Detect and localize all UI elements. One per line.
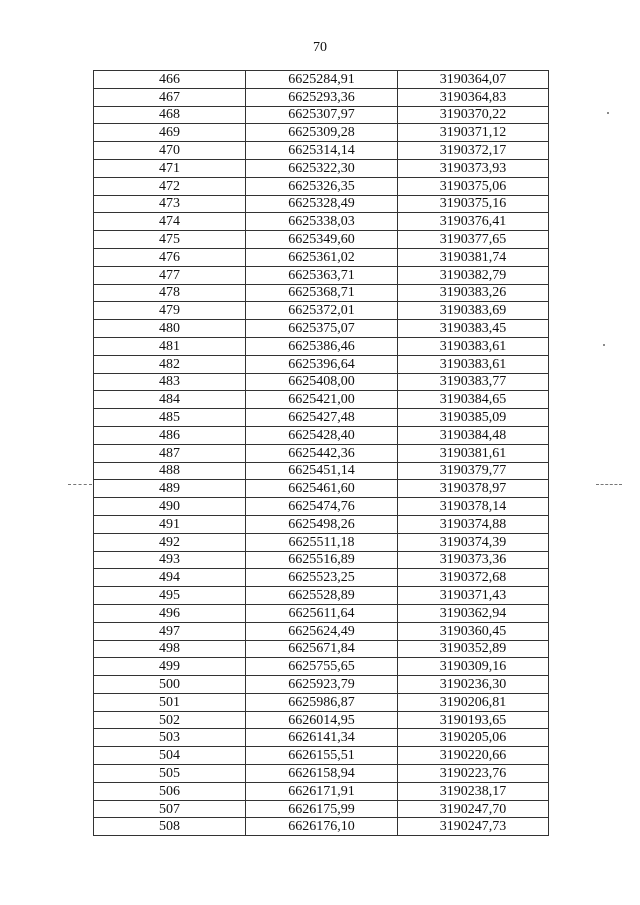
x-coordinate-cell: 6626141,34 — [246, 729, 398, 747]
point-number-cell: 495 — [94, 587, 246, 605]
x-coordinate-cell: 6625307,97 — [246, 106, 398, 124]
table-row — [94, 765, 549, 783]
x-coordinate-cell: 6626175,99 — [246, 800, 398, 818]
point-number-cell: 496 — [94, 604, 246, 622]
point-number-cell: 477 — [94, 266, 246, 284]
table-row — [94, 729, 549, 747]
x-coordinate-cell: 6625349,60 — [246, 231, 398, 249]
table-row — [94, 159, 549, 177]
x-coordinate-cell: 6625451,14 — [246, 462, 398, 480]
y-coordinate-cell: 3190193,65 — [398, 711, 549, 729]
table-row — [94, 142, 549, 160]
y-coordinate-cell: 3190364,07 — [398, 71, 549, 89]
table-row — [94, 676, 549, 694]
point-number-cell: 488 — [94, 462, 246, 480]
x-coordinate-cell: 6625408,00 — [246, 373, 398, 391]
y-coordinate-cell: 3190378,14 — [398, 498, 549, 516]
point-number-cell: 480 — [94, 320, 246, 338]
y-coordinate-cell: 3190364,83 — [398, 88, 549, 106]
point-number-cell: 479 — [94, 302, 246, 320]
point-number-cell: 489 — [94, 480, 246, 498]
coordinates-table — [93, 70, 549, 836]
y-coordinate-cell: 3190385,09 — [398, 409, 549, 427]
table-row — [94, 248, 549, 266]
point-number-cell: 484 — [94, 391, 246, 409]
y-coordinate-cell: 3190372,17 — [398, 142, 549, 160]
y-coordinate-cell: 3190375,16 — [398, 195, 549, 213]
point-number-cell: 473 — [94, 195, 246, 213]
y-coordinate-cell: 3190383,61 — [398, 355, 549, 373]
x-coordinate-cell: 6626171,91 — [246, 782, 398, 800]
table-row — [94, 658, 549, 676]
point-number-cell: 469 — [94, 124, 246, 142]
table-row — [94, 409, 549, 427]
point-number-cell: 504 — [94, 747, 246, 765]
y-coordinate-cell: 3190384,65 — [398, 391, 549, 409]
x-coordinate-cell: 6625755,65 — [246, 658, 398, 676]
table-row — [94, 391, 549, 409]
point-number-cell: 481 — [94, 337, 246, 355]
x-coordinate-cell: 6625421,00 — [246, 391, 398, 409]
point-number-cell: 482 — [94, 355, 246, 373]
point-number-cell: 505 — [94, 765, 246, 783]
y-coordinate-cell: 3190360,45 — [398, 622, 549, 640]
point-number-cell: 467 — [94, 88, 246, 106]
point-number-cell: 497 — [94, 622, 246, 640]
point-number-cell: 491 — [94, 515, 246, 533]
x-coordinate-cell: 6625923,79 — [246, 676, 398, 694]
y-coordinate-cell: 3190372,68 — [398, 569, 549, 587]
point-number-cell: 506 — [94, 782, 246, 800]
point-number-cell: 487 — [94, 444, 246, 462]
scan-speck — [607, 112, 609, 114]
table-row — [94, 337, 549, 355]
point-number-cell: 486 — [94, 426, 246, 444]
y-coordinate-cell: 3190381,74 — [398, 248, 549, 266]
x-coordinate-cell: 6625338,03 — [246, 213, 398, 231]
y-coordinate-cell: 3190382,79 — [398, 266, 549, 284]
y-coordinate-cell: 3190375,06 — [398, 177, 549, 195]
table-row — [94, 604, 549, 622]
point-number-cell: 493 — [94, 551, 246, 569]
x-coordinate-cell: 6625427,48 — [246, 409, 398, 427]
x-coordinate-cell: 6625396,64 — [246, 355, 398, 373]
table-row — [94, 88, 549, 106]
page-number: 70 — [313, 40, 327, 55]
table-row — [94, 800, 549, 818]
table-row — [94, 106, 549, 124]
point-number-cell: 500 — [94, 676, 246, 694]
point-number-cell: 507 — [94, 800, 246, 818]
table-row — [94, 622, 549, 640]
table-row — [94, 551, 549, 569]
x-coordinate-cell: 6625322,30 — [246, 159, 398, 177]
x-coordinate-cell: 6625284,91 — [246, 71, 398, 89]
y-coordinate-cell: 3190370,22 — [398, 106, 549, 124]
x-coordinate-cell: 6626158,94 — [246, 765, 398, 783]
scan-fold-mark-left — [68, 484, 92, 485]
x-coordinate-cell: 6625314,14 — [246, 142, 398, 160]
y-coordinate-cell: 3190383,77 — [398, 373, 549, 391]
x-coordinate-cell: 6625474,76 — [246, 498, 398, 516]
x-coordinate-cell: 6625461,60 — [246, 480, 398, 498]
table-row — [94, 587, 549, 605]
x-coordinate-cell: 6625368,71 — [246, 284, 398, 302]
x-coordinate-cell: 6625363,71 — [246, 266, 398, 284]
table-row — [94, 426, 549, 444]
y-coordinate-cell: 3190384,48 — [398, 426, 549, 444]
y-coordinate-cell: 3190247,73 — [398, 818, 549, 836]
table-row — [94, 747, 549, 765]
y-coordinate-cell: 3190223,76 — [398, 765, 549, 783]
x-coordinate-cell: 6625375,07 — [246, 320, 398, 338]
point-number-cell: 503 — [94, 729, 246, 747]
table-row — [94, 213, 549, 231]
x-coordinate-cell: 6625498,26 — [246, 515, 398, 533]
y-coordinate-cell: 3190362,94 — [398, 604, 549, 622]
table-row — [94, 231, 549, 249]
y-coordinate-cell: 3190377,65 — [398, 231, 549, 249]
x-coordinate-cell: 6625528,89 — [246, 587, 398, 605]
y-coordinate-cell: 3190374,39 — [398, 533, 549, 551]
x-coordinate-cell: 6625442,36 — [246, 444, 398, 462]
x-coordinate-cell: 6625671,84 — [246, 640, 398, 658]
x-coordinate-cell: 6626014,95 — [246, 711, 398, 729]
y-coordinate-cell: 3190373,36 — [398, 551, 549, 569]
table-row — [94, 640, 549, 658]
point-number-cell: 472 — [94, 177, 246, 195]
x-coordinate-cell: 6625386,46 — [246, 337, 398, 355]
point-number-cell: 490 — [94, 498, 246, 516]
table-body — [94, 71, 549, 836]
y-coordinate-cell: 3190205,06 — [398, 729, 549, 747]
table-row — [94, 533, 549, 551]
x-coordinate-cell: 6625293,36 — [246, 88, 398, 106]
table-row — [94, 373, 549, 391]
y-coordinate-cell: 3190247,70 — [398, 800, 549, 818]
x-coordinate-cell: 6625428,40 — [246, 426, 398, 444]
x-coordinate-cell: 6625326,35 — [246, 177, 398, 195]
y-coordinate-cell: 3190379,77 — [398, 462, 549, 480]
y-coordinate-cell: 3190236,30 — [398, 676, 549, 694]
x-coordinate-cell: 6625328,49 — [246, 195, 398, 213]
point-number-cell: 499 — [94, 658, 246, 676]
y-coordinate-cell: 3190238,17 — [398, 782, 549, 800]
y-coordinate-cell: 3190206,81 — [398, 693, 549, 711]
x-coordinate-cell: 6625523,25 — [246, 569, 398, 587]
point-number-cell: 485 — [94, 409, 246, 427]
point-number-cell: 470 — [94, 142, 246, 160]
y-coordinate-cell: 3190376,41 — [398, 213, 549, 231]
y-coordinate-cell: 3190383,61 — [398, 337, 549, 355]
y-coordinate-cell: 3190383,26 — [398, 284, 549, 302]
y-coordinate-cell: 3190371,12 — [398, 124, 549, 142]
point-number-cell: 478 — [94, 284, 246, 302]
table-row — [94, 302, 549, 320]
point-number-cell: 501 — [94, 693, 246, 711]
table-row — [94, 711, 549, 729]
y-coordinate-cell: 3190383,45 — [398, 320, 549, 338]
table-row — [94, 320, 549, 338]
point-number-cell: 471 — [94, 159, 246, 177]
point-number-cell: 468 — [94, 106, 246, 124]
scan-speck — [603, 344, 605, 346]
point-number-cell: 466 — [94, 71, 246, 89]
scan-fold-mark-right — [596, 484, 622, 485]
x-coordinate-cell: 6625361,02 — [246, 248, 398, 266]
point-number-cell: 502 — [94, 711, 246, 729]
x-coordinate-cell: 6625986,87 — [246, 693, 398, 711]
table-row — [94, 266, 549, 284]
y-coordinate-cell: 3190381,61 — [398, 444, 549, 462]
table-row — [94, 355, 549, 373]
table-row — [94, 195, 549, 213]
point-number-cell: 492 — [94, 533, 246, 551]
table-row — [94, 71, 549, 89]
y-coordinate-cell: 3190374,88 — [398, 515, 549, 533]
point-number-cell: 498 — [94, 640, 246, 658]
x-coordinate-cell: 6625624,49 — [246, 622, 398, 640]
point-number-cell: 476 — [94, 248, 246, 266]
table-row — [94, 177, 549, 195]
table-row — [94, 515, 549, 533]
x-coordinate-cell: 6626176,10 — [246, 818, 398, 836]
y-coordinate-cell: 3190383,69 — [398, 302, 549, 320]
y-coordinate-cell: 3190373,93 — [398, 159, 549, 177]
table-row — [94, 284, 549, 302]
table-row — [94, 462, 549, 480]
table-row — [94, 498, 549, 516]
x-coordinate-cell: 6625611,64 — [246, 604, 398, 622]
point-number-cell: 483 — [94, 373, 246, 391]
table-row — [94, 693, 549, 711]
x-coordinate-cell: 6625511,18 — [246, 533, 398, 551]
y-coordinate-cell: 3190220,66 — [398, 747, 549, 765]
x-coordinate-cell: 6625516,89 — [246, 551, 398, 569]
point-number-cell: 474 — [94, 213, 246, 231]
x-coordinate-cell: 6625309,28 — [246, 124, 398, 142]
y-coordinate-cell: 3190371,43 — [398, 587, 549, 605]
y-coordinate-cell: 3190309,16 — [398, 658, 549, 676]
table-row — [94, 480, 549, 498]
point-number-cell: 475 — [94, 231, 246, 249]
point-number-cell: 494 — [94, 569, 246, 587]
table-row — [94, 818, 549, 836]
table-row — [94, 782, 549, 800]
y-coordinate-cell: 3190352,89 — [398, 640, 549, 658]
table-row — [94, 444, 549, 462]
y-coordinate-cell: 3190378,97 — [398, 480, 549, 498]
table-row — [94, 124, 549, 142]
point-number-cell: 508 — [94, 818, 246, 836]
x-coordinate-cell: 6626155,51 — [246, 747, 398, 765]
x-coordinate-cell: 6625372,01 — [246, 302, 398, 320]
table-row — [94, 569, 549, 587]
